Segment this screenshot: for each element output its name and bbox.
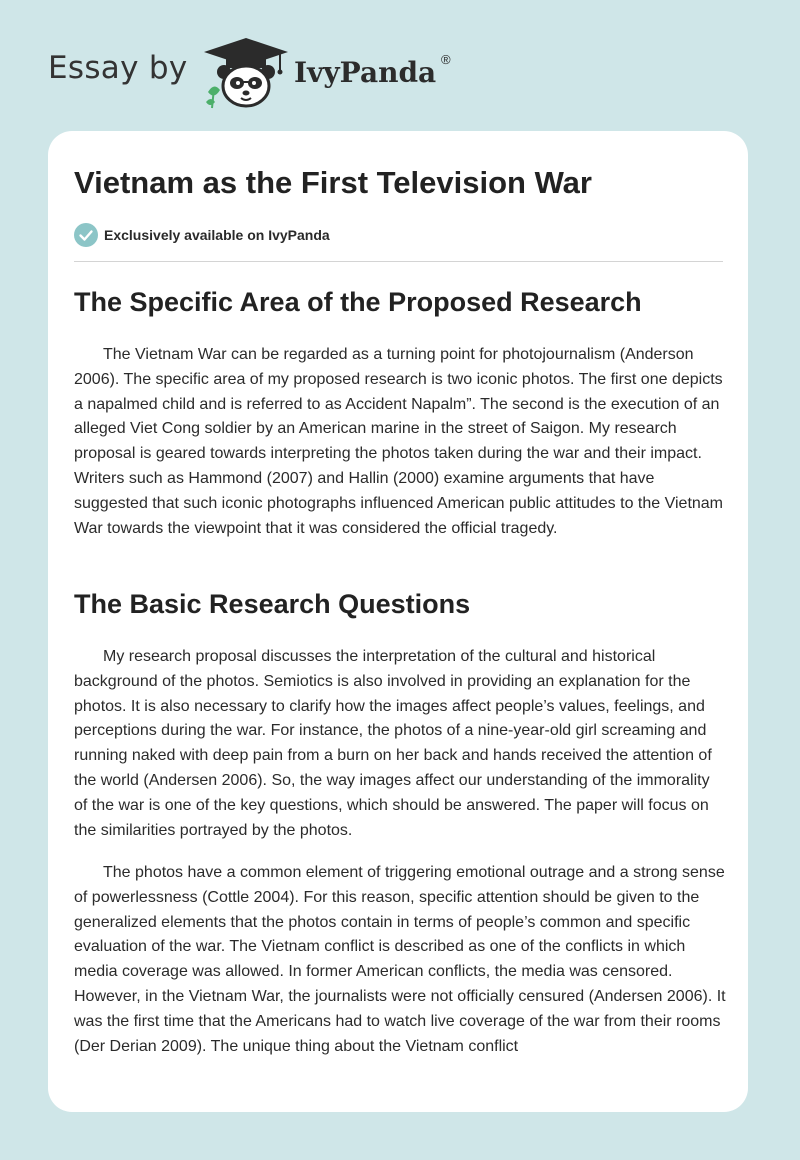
paragraph: The photos have a common element of triggering emotional outrage and a strong sense of powerlessness (Cottle 2004). For this reason, specific attention should be given to the generalized elements that the photos contain in terms of people’s common and specific evaluation of the war. The Vietnam conflict is described as one of the conflicts in which media coverage was allowed. In former American conflicts, the media was censored. However, in the Vietnam War, the journalists were not officially censured (Andersen 2006). It was the first time that the Americans had to watch live coverage of the war from their rooms (Der Derian 2009). The unique thing about the Vietnam conflict: [74, 864, 726, 1055]
brand-name[interactable]: IvyPanda: [294, 56, 437, 89]
essay-by-label: Essay by: [48, 50, 188, 86]
paragraph: My research proposal discusses the interpretation of the cultural and historical background of the photos. Semiotics is also involved in providing an explanation for the photos. It is also necessary to clarify how the images affect people’s values, feelings, and perceptions during the war. For instance, the photos of a nine-year-old girl screaming and running naked with deep pain from a burn on her back and hands received the attention of the world (Andersen 2006). So, the way images affect our understanding of the immorality of the war is one of the key questions, which should be answered. The paper will focus on the similarities portrayed by the photos.: [74, 648, 712, 839]
page-title: Vietnam as the First Television War: [74, 165, 592, 200]
exclusive-badge-label: Exclusively available on IvyPanda: [104, 227, 330, 243]
section-heading-research-questions: The Basic Research Questions: [74, 589, 471, 619]
exclusive-badge: [74, 223, 330, 247]
panda-graduate-icon[interactable]: [200, 36, 292, 110]
registered-mark: ®: [441, 52, 451, 67]
check-circle-icon: [74, 223, 98, 247]
section-heading-research-area: The Specific Area of the Proposed Research: [74, 287, 642, 317]
paragraph: The Vietnam War can be regarded as a turning point for photojournalism (Anderson 2006). The specific area of my proposed research is two iconic photos. The first one depicts a napalmed child and is referred to as Accident Napalm”. The second is the execution of an alleged Viet Cong soldier by an American marine in the street of Saigon. My research proposal is geared towards interpreting the photos taken during the war and their impact. Writers such as Hammond (2007) and Hallin (2000) examine arguments that have suggested that such iconic photographs influenced American public attitudes to the Vietnam War towards the viewpoint that it was considered the official tragedy.: [74, 346, 724, 537]
site-header: [0, 0, 800, 130]
essay-card: [48, 131, 748, 1112]
divider: [74, 261, 723, 262]
